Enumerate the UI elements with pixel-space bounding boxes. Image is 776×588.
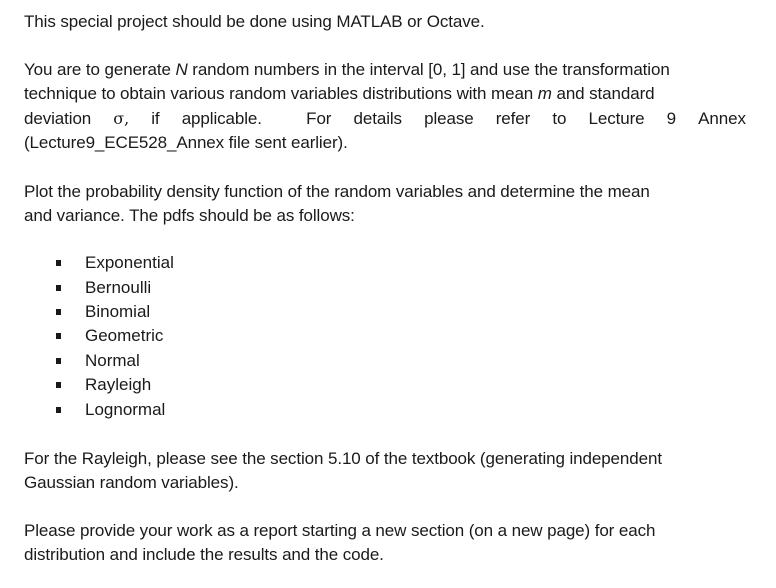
list-item-label: Bernoulli	[85, 277, 152, 297]
bullet-icon	[56, 382, 61, 388]
task-line2-prefix: technique to obtain various random variables distributions with mean	[24, 84, 538, 104]
task-line-1	[24, 58, 746, 82]
variable-m: m	[537, 84, 552, 104]
list-item-label: Lognormal	[85, 399, 166, 419]
task-line2-suffix: and standard	[551, 84, 655, 104]
word-refer: refer	[495, 108, 531, 128]
task-line-3	[24, 107, 746, 131]
list-item	[56, 275, 174, 299]
bullet-icon	[56, 407, 61, 413]
rayleigh-line-1: For the Rayleigh, please see the section 5.10 of the textbook (generating independent	[24, 449, 662, 468]
distribution-list	[56, 251, 174, 422]
word-annex: Annex	[698, 108, 746, 128]
bullet-icon	[56, 333, 61, 339]
word-details: details	[353, 108, 402, 128]
task-line1-prefix: You are to generate	[24, 60, 176, 79]
rayleigh-paragraph	[24, 447, 746, 496]
report-paragraph	[24, 519, 746, 568]
report-line-1: Please provide your work as a report starting a new section (on a new page) for each	[24, 521, 656, 540]
intro-text: This special project should be done using MATLAB or Octave.	[24, 12, 485, 31]
list-item-label: Geometric	[85, 326, 164, 346]
word-deviation: deviation	[24, 108, 92, 128]
list-item	[56, 349, 174, 373]
task-line-2	[24, 82, 746, 106]
word-sigma: σ,	[113, 108, 130, 128]
plot-line-1: Plot the probability density function of the random variables and determine the mean	[24, 182, 650, 201]
bullet-icon	[56, 285, 61, 291]
plot-line-2: and variance. The pdfs should be as follows:	[24, 206, 355, 226]
rayleigh-line-2: Gaussian random variables).	[24, 473, 239, 493]
list-item-label: Exponential	[85, 253, 174, 273]
list-item	[56, 373, 174, 397]
task-line-4: (Lecture9_ECE528_Annex file sent earlier).	[24, 133, 348, 153]
bullet-icon	[56, 260, 61, 266]
list-item-label: Normal	[85, 350, 140, 370]
list-item-label: Binomial	[85, 301, 151, 321]
word-lecture: Lecture	[588, 108, 645, 128]
word-applicable: applicable.	[181, 108, 262, 128]
intro-paragraph	[24, 10, 746, 34]
plot-paragraph	[24, 180, 746, 229]
variable-N: N	[175, 60, 188, 79]
task-line1-suffix: random numbers in the interval [0, 1] and use the transformation	[187, 60, 670, 79]
word-for: For	[306, 108, 332, 128]
word-please: please	[424, 108, 474, 128]
word-to: to	[552, 108, 567, 128]
list-item-label: Rayleigh	[85, 375, 152, 395]
task-paragraph	[24, 58, 746, 156]
word-if: if	[151, 108, 160, 128]
list-item	[56, 397, 174, 421]
bullet-icon	[56, 358, 61, 364]
list-item	[56, 251, 174, 275]
list-item	[56, 324, 174, 348]
bullet-icon	[56, 309, 61, 315]
list-item	[56, 300, 174, 324]
report-line-2: distribution and include the results and the code.	[24, 545, 384, 565]
word-9: 9	[666, 108, 676, 128]
